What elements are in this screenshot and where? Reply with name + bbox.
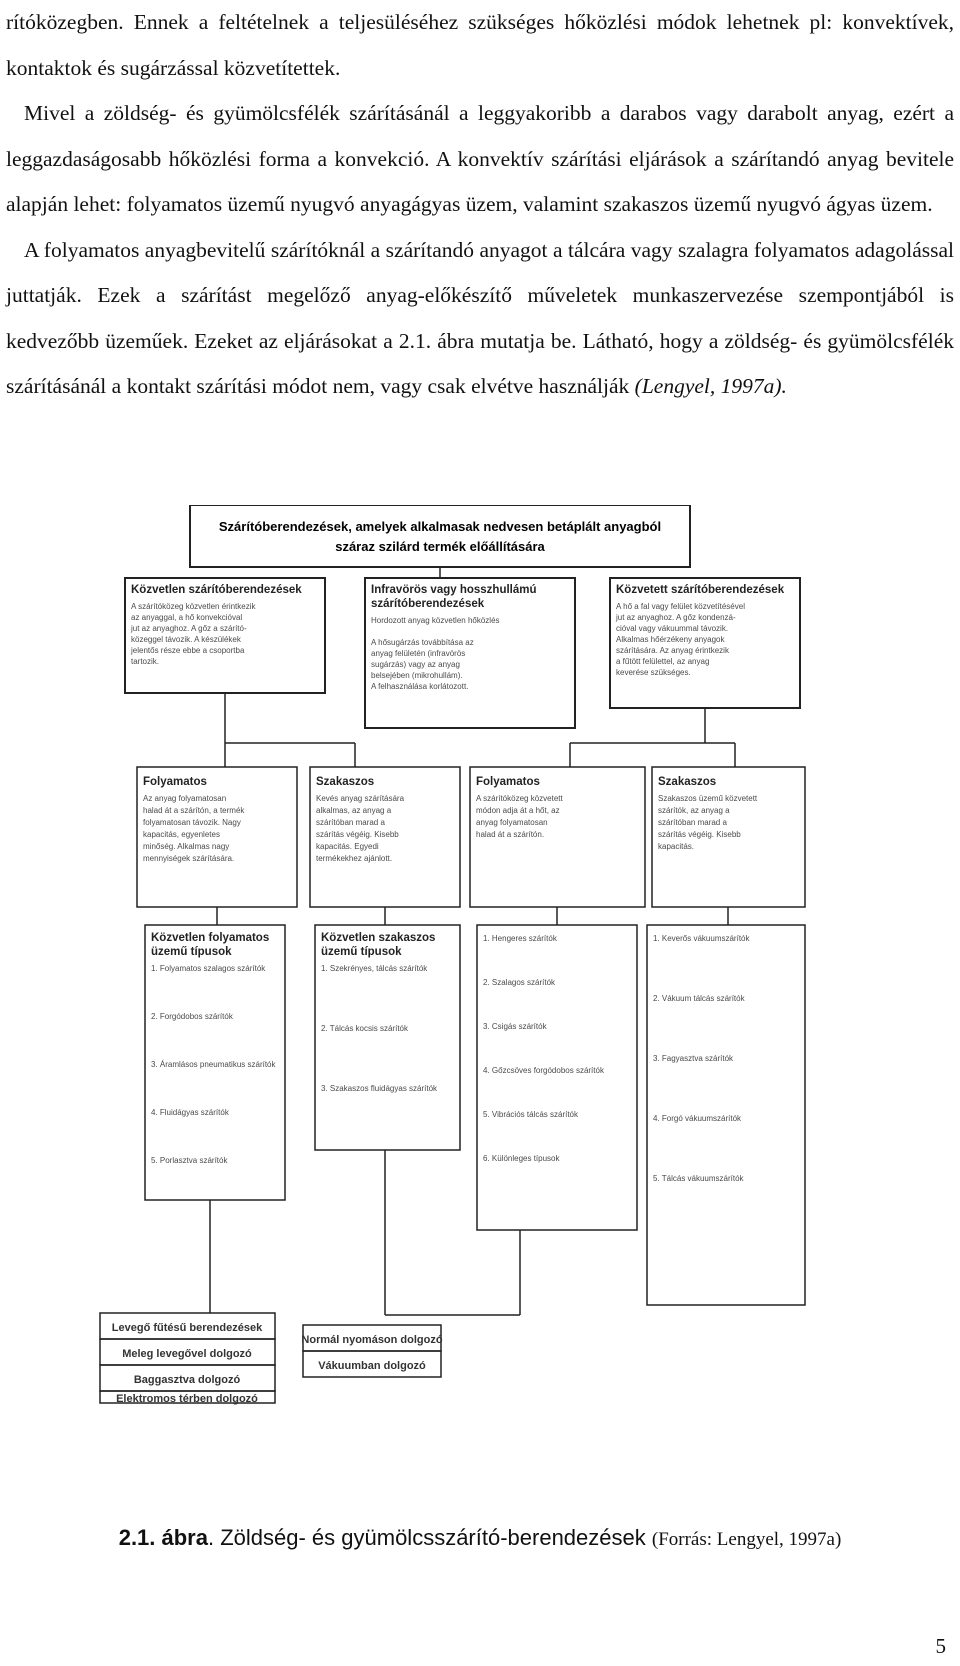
paragraph-2-text: Mivel a zöldség- és gyümölcsfélék szárításánál a leggyakoribb a darabos vagy darabolt anyag, ezért a leggazdaságosabb hőközlési forma a konvekció. A konvektív szárítási eljárások a szárítandó anyag bevitele alapján lehet: folyamatos üzemű nyugvó anyagágyas üzem, valamint szakaszos üzemű nyugvó ágyas üzem.: [6, 101, 954, 216]
type-boxes: [151, 932, 750, 1183]
mode-line: kapacitás. Egyedi: [316, 842, 379, 851]
category-line: tartozik.: [131, 657, 160, 666]
category-line: a fűtött felülettel, az anyag: [616, 657, 710, 666]
category-line: az anyaggal, a hő konvekcióval: [131, 613, 243, 622]
type-item: 4. Gőzcsöves forgódobos szárítók: [483, 1066, 604, 1075]
dryer-classification-diagram: [95, 505, 815, 1405]
category-line: Alkalmas hőérzékeny anyagok: [616, 635, 725, 644]
type-item: 2. Vákuum tálcás szárítók: [653, 994, 745, 1003]
mode-line: Az anyag folyamatosan: [143, 794, 227, 803]
category-line: szárítására. Az anyag érintkezik: [616, 646, 729, 655]
mode-line: Kevés anyag szárítására: [316, 794, 405, 803]
bottom-left-label: Meleg levegővel dolgozó: [122, 1348, 252, 1360]
category-line: belsejében (mikrohullám).: [371, 671, 463, 680]
type-item: 3. Csigás szárítók: [483, 1022, 547, 1031]
citation: (Lengyel, 1997a).: [634, 374, 787, 398]
caption-number: 2.1. ábra: [118, 1525, 208, 1550]
type-item: 5. Vibrációs tálcás szárítók: [483, 1110, 579, 1119]
mode-title: Folyamatos: [476, 776, 540, 788]
mode-line: szárítás végéig. Kisebb: [316, 830, 399, 839]
category-line: A szárítóközeg közvetlen érintkezik: [131, 602, 256, 611]
mode-line: alkalmas, az anyag a: [316, 806, 392, 815]
mode-line: termékekhez ajánlott.: [316, 854, 393, 863]
diagram-title-line-2: száraz szilárd termék előállítására: [335, 539, 545, 554]
type-item: 3. Áramlásos pneumatikus szárítók: [151, 1060, 276, 1069]
category-line: keverése szükséges.: [616, 668, 691, 677]
mode-line: A szárítóközeg közvetett: [476, 794, 563, 803]
mode-line: minőség. Alkalmas nagy: [143, 842, 230, 851]
mode-title: Szakaszos: [658, 776, 717, 788]
paragraph-1: [6, 0, 954, 91]
category-line: anyag felületén (infravörös: [371, 649, 466, 658]
mode-line: szárítás végéig. Kisebb: [658, 830, 741, 839]
mode-line: szárítóban marad a: [316, 818, 385, 827]
mode-line: folyamatosan távozik. Nagy: [143, 818, 241, 827]
type-title: üzemű típusok: [321, 946, 402, 958]
type-item: 1. Hengeres szárítók: [483, 934, 557, 943]
category-boxes: [130, 584, 785, 691]
mode-title: Folyamatos: [143, 776, 207, 788]
type-item: 3. Szakaszos fluidágyas szárítók: [321, 1084, 438, 1093]
type-title: üzemű típusok: [151, 946, 232, 958]
paragraph-2: [6, 91, 954, 228]
paragraph-1-text: rítóközegben. Ennek a feltételnek a teljesüléséhez szükséges hőközlési módok lehetnek pl: konvektívek, kontaktok és sugárzással közvetítettek.: [6, 10, 954, 80]
mode-line: módon adja át a hőt, az: [476, 806, 560, 815]
category-line: sugárzás) vagy az anyag: [371, 660, 460, 669]
caption-source: (Forrás: Lengyel, 1997a): [651, 1529, 842, 1550]
type-item: 1. Szekrényes, tálcás szárítók: [321, 964, 428, 973]
category-title: Közvetlen szárítóberendezések: [131, 584, 302, 596]
bottom-left-label: Levegő fűtésű berendezések: [111, 1322, 263, 1334]
category-line: A hő a fal vagy felület közvetítésével: [616, 602, 745, 611]
mode-line: mennyiségek szárítására.: [143, 854, 235, 863]
mode-line: kapacitás.: [658, 842, 695, 851]
mode-title: Szakaszos: [316, 776, 375, 788]
category-title: szárítóberendezések: [371, 598, 485, 610]
bottom-left-label: Elektromos térben dolgozó: [116, 1393, 258, 1405]
type-title: Közvetlen folyamatos: [151, 932, 270, 944]
type-item: 1. Keverős vákuumszárítók: [653, 934, 750, 943]
category-line: jelentős része ebbe a csoportba: [131, 646, 245, 655]
bottom-mid-label: Normál nyomáson dolgozó: [301, 1334, 443, 1346]
body-text: [6, 0, 954, 410]
mode-line: halad át a szárítón.: [476, 830, 545, 839]
figure-caption: [0, 1525, 960, 1551]
type-item: 2. Forgódobos szárítók: [151, 1012, 233, 1021]
category-line: jut az anyaghoz. A gőz kondenzá-: [616, 613, 736, 622]
mode-line: Szakaszos üzemű közvetett: [658, 794, 758, 803]
paragraph-3-text: A folyamatos anyagbevitelű szárítóknál a szárítandó anyagot a tálcára vagy szalagra folyamatos adagolással juttatják. Ezek a szárítást megelőző anyag-előkészítő műveletek munkaszervezése szempontjából is kedvezőbb üzeműek. Ezeket az eljárásokat a 2.1. ábra mutatja be. Látható, hogy a zöldség- és gyümölcsfélék szárításánál a kontakt szárítási módot nem, vagy csak elvétve használják: [6, 237, 954, 398]
type-title: Közvetlen szakaszos: [321, 932, 436, 944]
caption-separator: .: [207, 1525, 221, 1550]
type-item: 4. Forgó vákuumszárítók: [653, 1114, 742, 1123]
category-line: közeggel távozik. A készülékek: [131, 635, 241, 644]
category-line: A felhasználása korlátozott.: [371, 682, 469, 691]
page-number: 5: [935, 1634, 946, 1658]
type-item: 3. Fagyasztva szárítók: [653, 1054, 734, 1063]
bottom-mid-label: Vákuumban dolgozó: [318, 1360, 426, 1372]
type-item: 2. Tálcás kocsis szárítók: [321, 1024, 408, 1033]
paragraph-3: [6, 228, 954, 410]
category-line: cióval vagy vákuummal távozik.: [616, 624, 729, 633]
category-line: jut az anyaghoz. A gőz a szárító-: [131, 624, 247, 633]
type-item: 1. Folyamatos szalagos szárítók: [151, 964, 266, 973]
category-title: Közvetett szárítóberendezések: [616, 584, 785, 596]
mode-line: halad át a szárítón, a termék: [143, 806, 245, 815]
type-item: 4. Fluidágyas szárítók: [151, 1108, 229, 1117]
mode-line: kapacitás, egyenletes: [143, 830, 220, 839]
mode-boxes: [143, 776, 758, 863]
type-item: 6. Különleges típusok: [483, 1154, 560, 1163]
type-item: 5. Tálcás vákuumszárítók: [653, 1174, 744, 1183]
caption-title: Zöldség- és gyümölcsszárító-berendezések: [220, 1525, 646, 1550]
type-item: 2. Szalagos szárítók: [483, 978, 556, 987]
mode-line: szárítók, az anyag a: [658, 806, 730, 815]
diagram-title-line-1: Szárítóberendezések, amelyek alkalmasak nedvesen betáplált anyagból: [218, 519, 662, 534]
mode-line: szárítóban marad a: [658, 818, 727, 827]
category-line: Hordozott anyag közvetlen hőközlés: [371, 616, 500, 625]
category-line: A hősugárzás továbbítása az: [371, 638, 474, 647]
type-item: 5. Porlasztva szárítók: [151, 1156, 228, 1165]
mode-line: anyag folyamatosan: [476, 818, 548, 827]
bottom-left-label: Baggasztva dolgozó: [133, 1374, 241, 1386]
category-title: Infravörös vagy hosszhullámú: [371, 584, 537, 596]
